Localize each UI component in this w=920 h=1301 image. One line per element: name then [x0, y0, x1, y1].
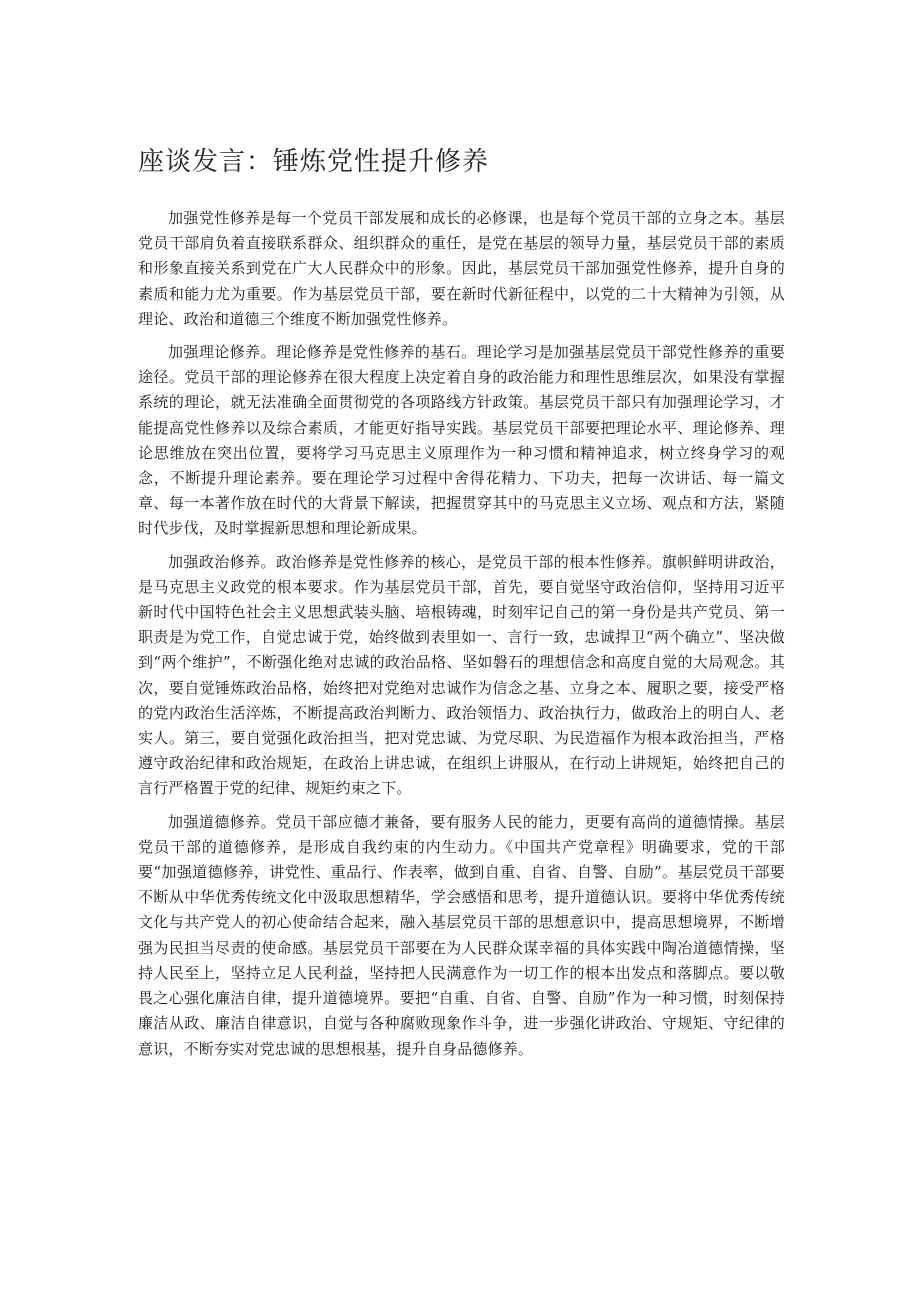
document-title: 座谈发言：锤炼党性提升修养	[138, 147, 490, 177]
paragraph-intro: 加强党性修养是每一个党员干部发展和成长的必修课，也是每个党员干部的立身之本。基层党员干部肩负着直接联系群众、组织群众的重任，是党在基层的领导力量，基层党员干部的素质和形象直接关系到党在广大人民群众中的形象。因此，基层党员干部加强党性修养，提升自身的素质和能力尤为重要。作为基层党员干部，要在新时代新征程中，以党的二十大精神为引领，从理论、政治和道德三个维度不断加强党性修养。	[138, 209, 785, 328]
paragraph-theory: 加强理论修养。理论修养是党性修养的基石。理论学习是加强基层党员干部党性修养的重要途径。党员干部的理论修养在很大程度上决定着自身的政治能力和理性思维层次，如果没有掌握系统的理论，就无法准确全面贯彻党的各项路线方针政策。基层党员干部只有加强理论学习，才能提高党性修养以及综合素质，才能更好指导实践。基层党员干部要把理论水平、理论修养、理论思维放在突出位置，要将学习马克思主义原理作为一种习惯和精神追求，树立终身学习的观念，不断提升理论素养。要在理论学习过程中舍得花精力、下功夫，把每一次讲话、每一篇文章、每一本著作放在时代的大背景下解读，把握贯穿其中的马克思主义立场、观点和方法，紧随时代步伐，及时掌握新思想和理论新成果。	[138, 343, 785, 538]
document-page	[138, 140, 785, 1070]
paragraph-politics: 加强政治修养。政治修养是党性修养的核心，是党员干部的根本性修养。旗帜鲜明讲政治，是马克思主义政党的根本要求。作为基层党员干部，首先，要自觉坚守政治信仰，坚持用习近平新时代中国特色社会主义思想武装头脑、培根铸魂，时刻牢记自己的第一身份是共产党员、第一职责是为党工作，自觉忠诚于党，始终做到表里如一、言行一致，忠诚捍卫“两个确立”、坚决做到“两个维护”，不断强化绝对忠诚的政治品格、坚如磐石的理想信念和高度自觉的大局观念。其次，要自觉锤炼政治品格，始终把对党绝对忠诚作为信念之基、立身之本、履职之要，接受严格的党内政治生活淬炼，不断提高政治判断力、政治领悟力、政治执行力，做政治上的明白人、老实人。第三，要自觉强化政治担当，把对党忠诚、为党尽职、为民造福作为根本政治担当，严格遵守政治纪律和政治规矩，在政治上讲忠诚，在组织上讲服从，在行动上讲规矩，始终把自己的言行严格置于党的纪律、规矩约束之下。	[138, 552, 785, 798]
paragraph-morality: 加强道德修养。党员干部应德才兼备，要有服务人民的能力，更要有高尚的道德情操。基层党员干部的道德修养，是形成自我约束的内生动力。《中国共产党章程》明确要求，党的干部要“加强道德修养，讲党性、重品行、作表率，做到自重、自省、自警、自励”。基层党员干部要不断从中华优秀传统文化中汲取思想精华，学会感悟和思考，提升道德认识。要将中华优秀传统文化与共产党人的初心使命结合起来，融入基层党员干部的思想意识中，提高思想境界，不断增强为民担当尽责的使命感。基层党员干部要在为人民群众谋幸福的具体实践中陶冶道德情操，坚持人民至上，坚持立足人民利益，坚持把人民满意作为一切工作的根本出发点和落脚点。要以敬畏之心强化廉洁自律，提升道德境界。要把“自重、自省、自警、自励”作为一种习惯，时刻保持廉洁从政、廉洁自律意识，自觉与各种腐败现象作斗争，进一步强化讲政治、守规矩、守纪律的意识，不断夯实对党忠诚的思想根基，提升自身品德修养。	[138, 812, 785, 1058]
